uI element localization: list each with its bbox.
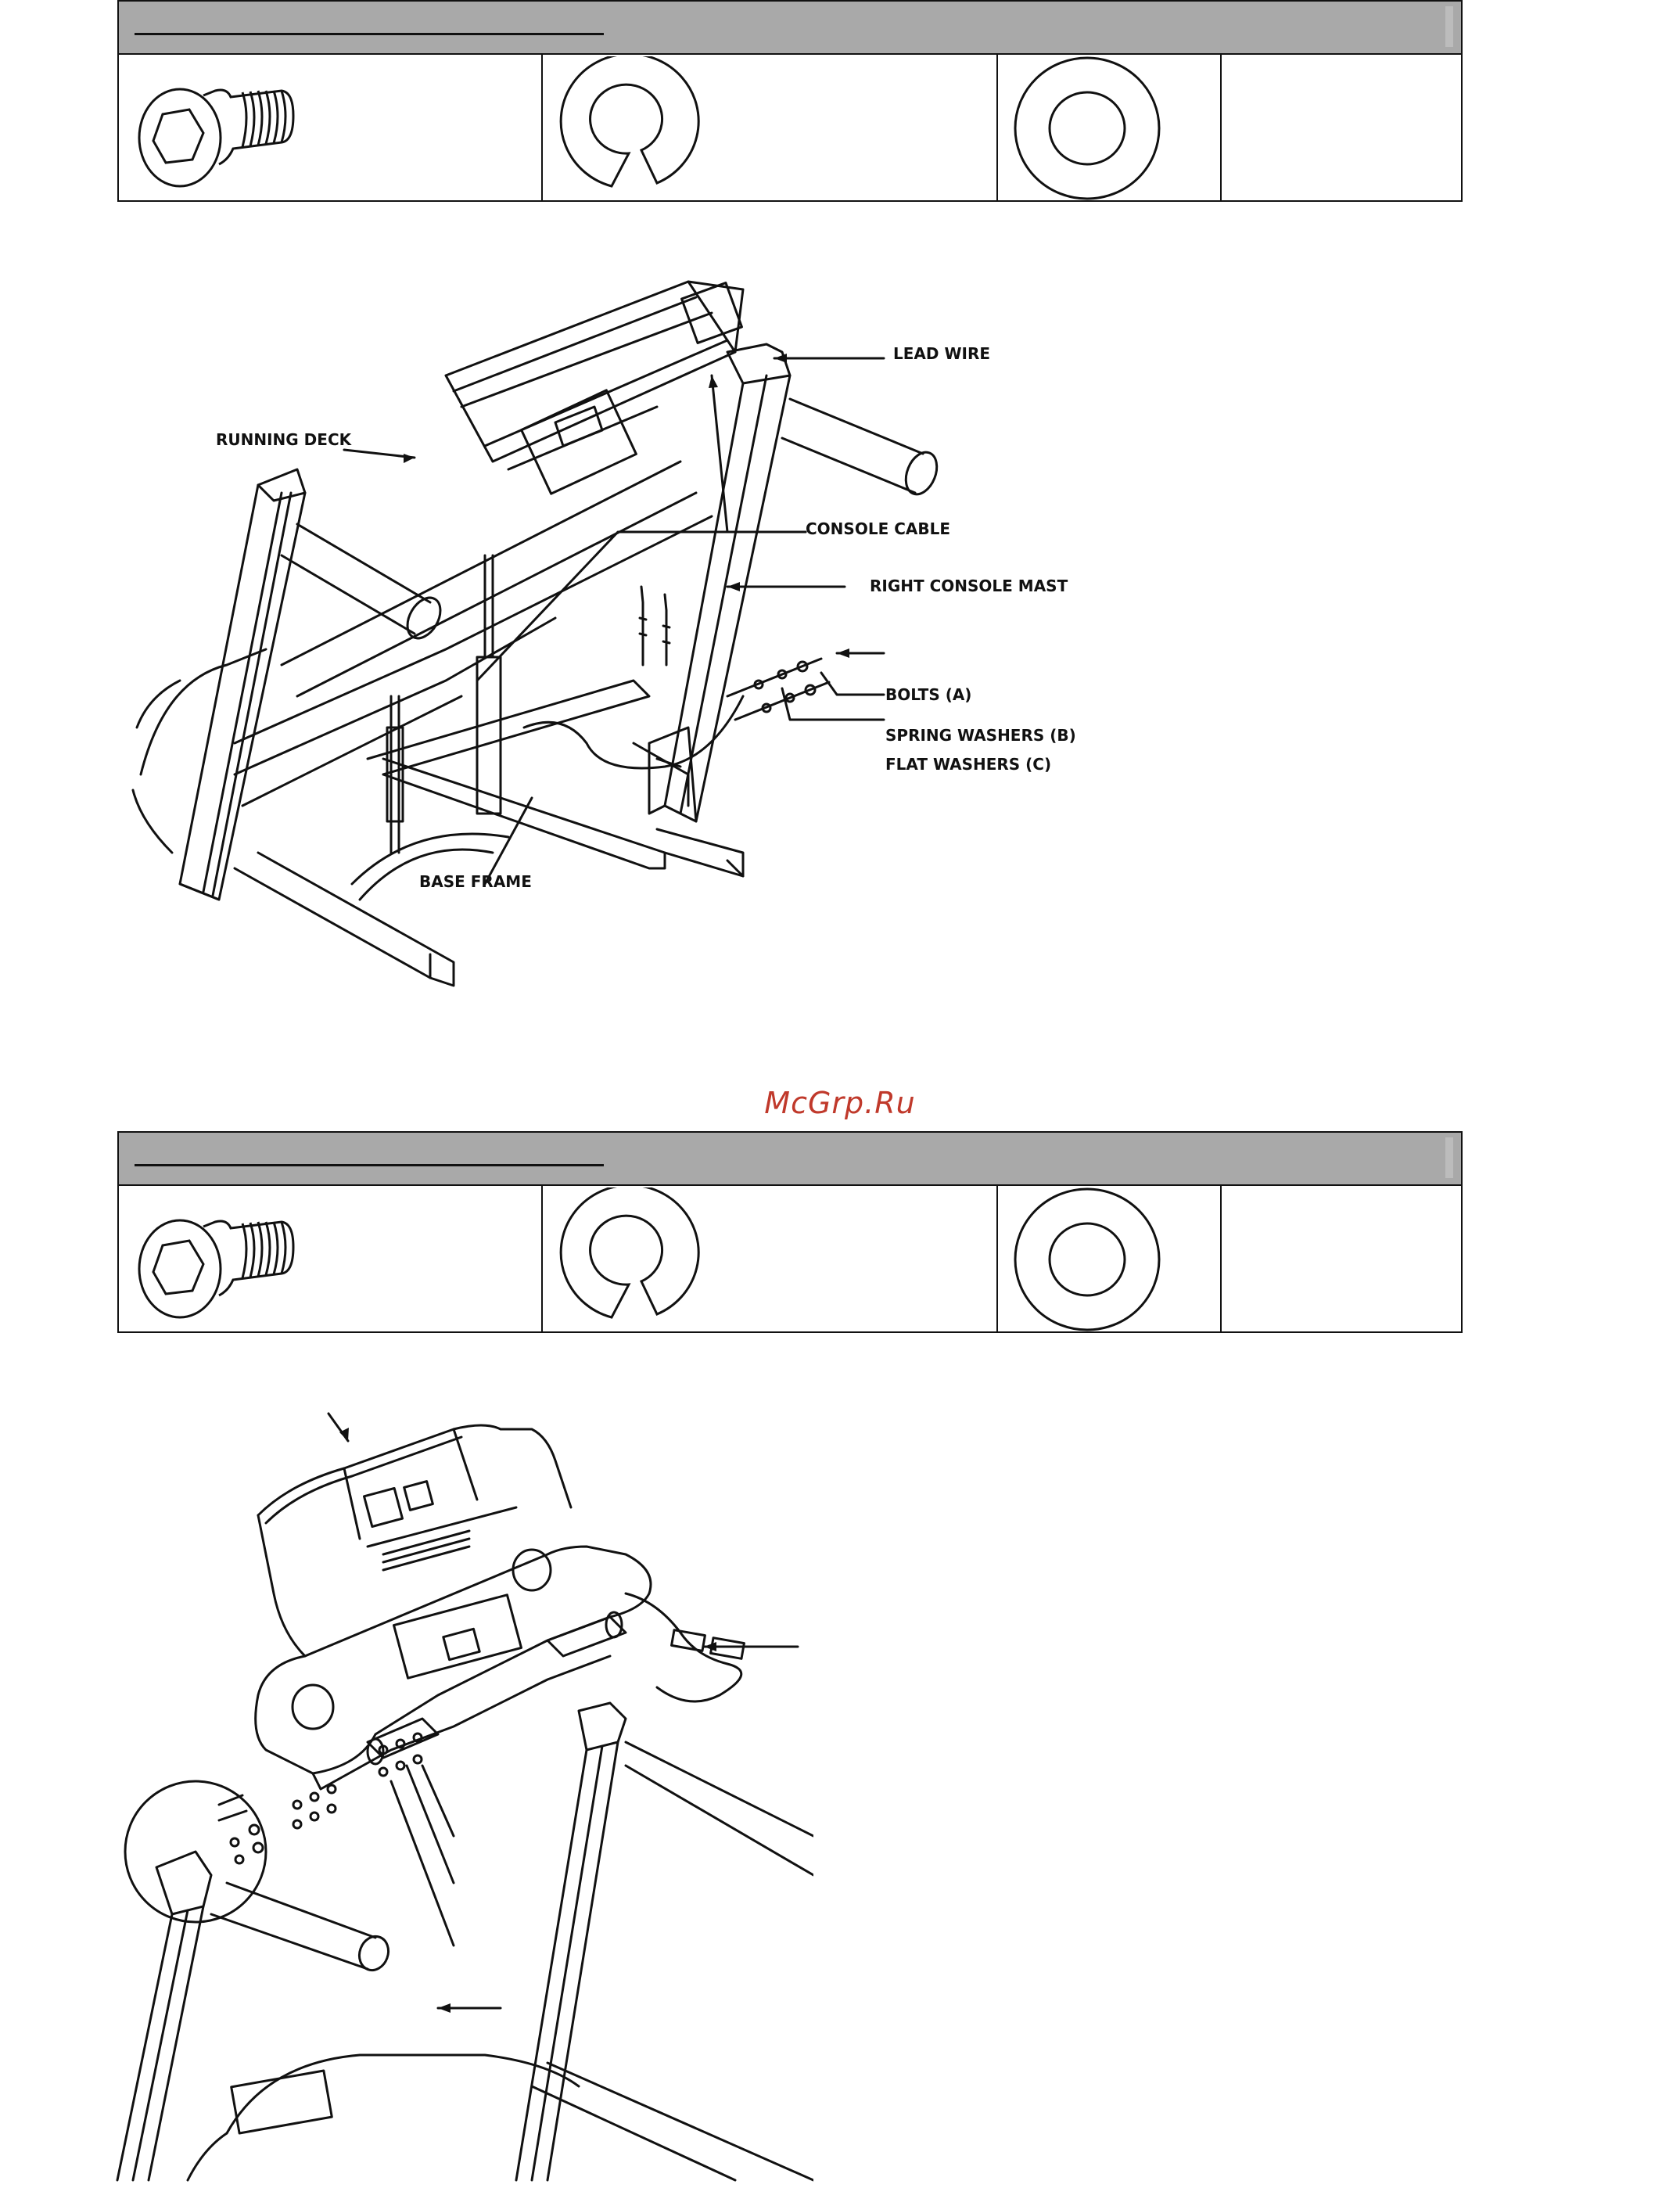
base-frame-label: BASE FRAME [419,872,532,891]
flat-washers-label: FLAT WASHERS (C) [885,755,1052,774]
empty-cell [1222,1186,1461,1331]
lead-wire-label: LEAD WIRE [893,344,991,363]
watermark: McGrp.Ru [764,1086,916,1120]
console-installation-diagram [109,1398,813,2188]
header-underline [135,1164,604,1166]
hardware-table-header [119,2,1461,55]
spring-washer-cell [543,55,998,200]
bolt-cell [119,55,543,200]
hardware-table-1 [117,0,1463,202]
flat-washer-icon [1011,55,1167,200]
hardware-row [119,55,1461,200]
bolt-cell [119,1186,543,1331]
spring-washer-icon [557,1187,713,1328]
bolts-label: BOLTS (A) [885,685,972,704]
flat-washer-cell [998,55,1222,200]
console-cable-label: CONSOLE CABLE [806,519,950,538]
empty-cell [1222,55,1461,200]
hardware-table-2 [117,1131,1463,1333]
console-mast-assembly-diagram [117,258,1291,1009]
spring-washer-icon [557,56,713,197]
flat-washer-cell [998,1186,1222,1331]
hardware-row [119,1186,1461,1331]
spring-washer-cell [543,1186,998,1331]
right-console-mast-label: RIGHT CONSOLE MAST [870,577,1068,595]
button-head-bolt-icon [133,1191,305,1324]
hardware-table-header [119,1133,1461,1186]
spring-washers-label: SPRING WASHERS (B) [885,726,1076,745]
running-deck-label: RUNNING DECK [216,430,352,449]
button-head-bolt-icon [133,59,305,192]
header-underline [135,33,604,35]
flat-washer-icon [1011,1186,1167,1331]
